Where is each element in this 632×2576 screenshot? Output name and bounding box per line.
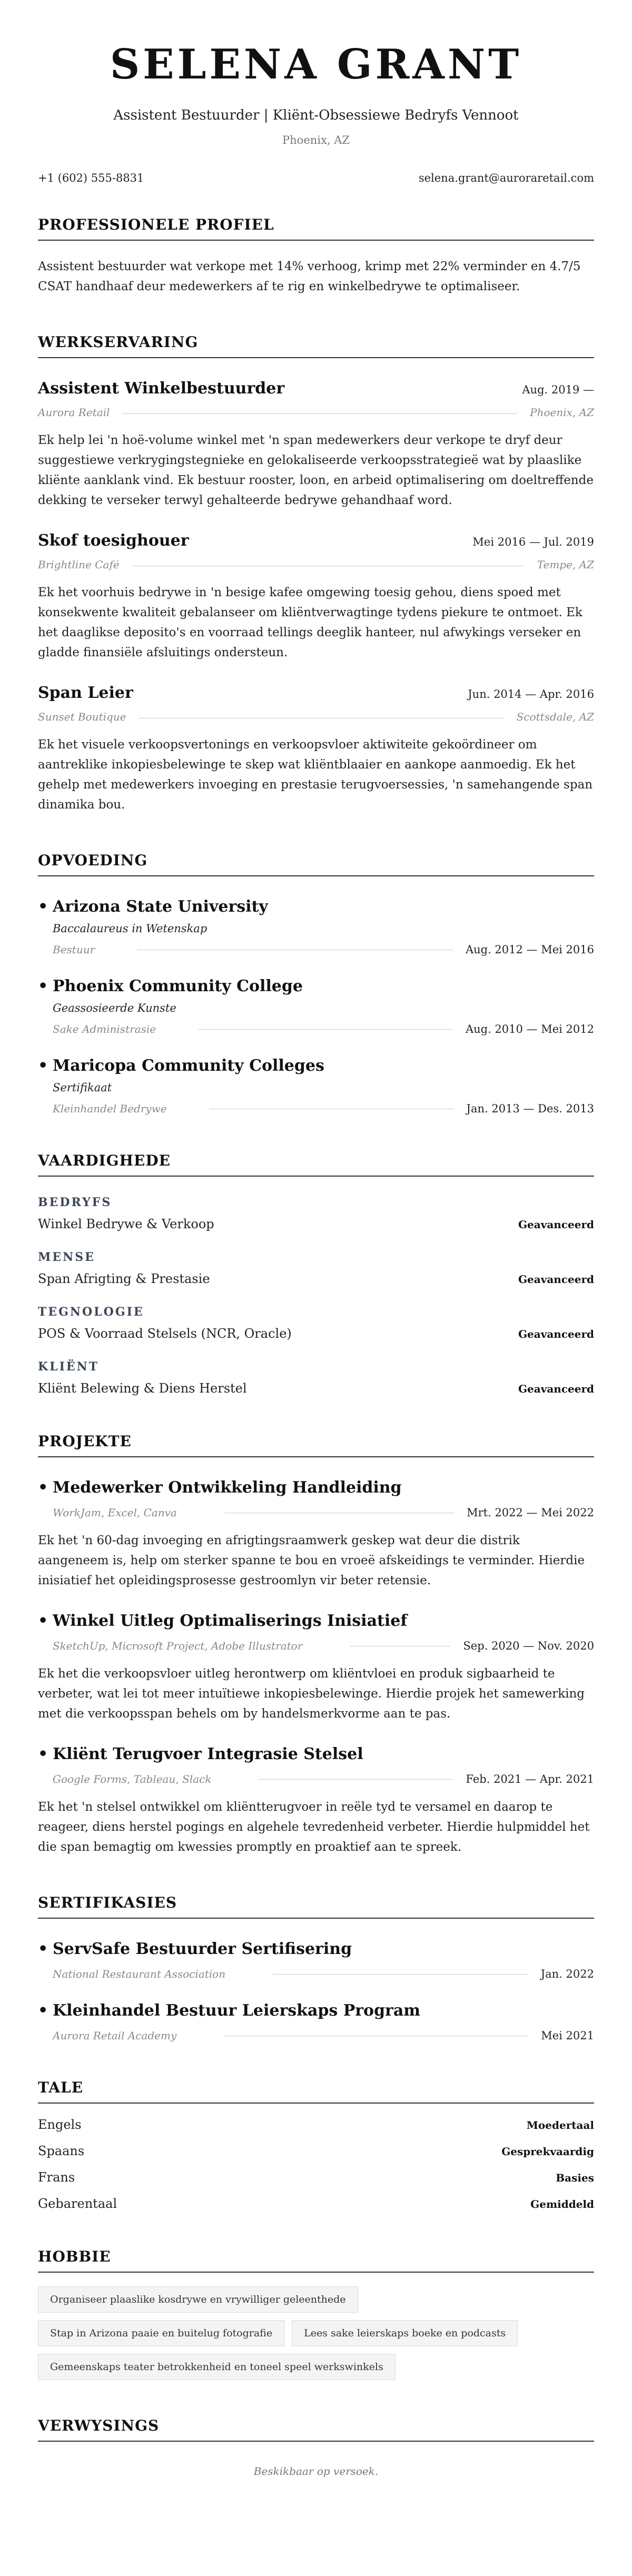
phone-number: +1 (602) 555-8831 — [38, 172, 144, 184]
bullet-icon: • — [38, 2001, 48, 2020]
section-title-education: OPVOEDING — [38, 852, 594, 876]
language-name: Engels — [38, 2117, 82, 2132]
section-title-profile: PROFESSIONELE PROFIEL — [38, 216, 594, 241]
hobby-chip: Organiseer plaaslike kosdrywe en vrywilliger geleenthede — [38, 2286, 358, 2313]
project-entry — [38, 1745, 594, 1857]
school-name: Arizona State University — [53, 897, 268, 916]
candidate-name: SELENA GRANT — [110, 41, 522, 88]
job-entry — [38, 531, 594, 663]
bullet-icon: • — [38, 1745, 48, 1763]
language-level: Basies — [556, 2172, 594, 2184]
references-text: Beskikbaar op versoek. — [253, 2465, 379, 2478]
project-description: Ek het 'n 60-dag invoeging en afrigtingsraamwerk geskep wat deur die distrik aangeneem is, help om sterker spanne te bou en vroeë afskeidings te verminder. Hierdie inisiatief het opleidingsprosesse gestroomlyn vir beter retensie. — [38, 1534, 585, 1587]
certification-issuer: National Restaurant Association — [53, 1968, 226, 1980]
job-date: Aug. 2019 — — [522, 383, 594, 396]
skill-category: BEDRYFS — [38, 1196, 112, 1209]
field-of-study: Bestuur — [53, 943, 95, 956]
job-date: Mei 2016 — Jul. 2019 — [472, 536, 594, 548]
job-description: Ek het voorhuis bedrywe in 'n besige kafee omgewing toesig gehou, diens spoed met konsekwente kwaliteit gebalanseer om kliëntverwagtinge tydens piekure te ontmoet. Ek het daaglikse deposito's en voorraad tellings deeglik hanteer, nul afwykings verseker en gladde finansiële afsluitings ondersteun. — [38, 586, 582, 659]
project-tools: SketchUp, Microsoft Project, Adobe Illustrator — [53, 1640, 303, 1652]
experience-section — [38, 333, 594, 815]
email-address: selena.grant@auroraretail.com — [418, 172, 594, 184]
skills-section — [38, 1152, 594, 1396]
candidate-subtitle: Assistent Bestuurder | Kliënt-Obsessiewe Bedryfs Vennoot — [113, 107, 519, 123]
education-date: Jan. 2013 — Des. 2013 — [466, 1102, 594, 1115]
hobby-chip: Stap in Arizona paaie en buitelug fotografie — [38, 2320, 284, 2346]
certification-date: Mei 2021 — [541, 2029, 594, 2042]
education-date: Aug. 2010 — Mei 2012 — [465, 1023, 594, 1035]
education-entry — [38, 977, 594, 1035]
skill-name: Winkel Bedrywe & Verkoop — [38, 1217, 214, 1231]
language-row — [38, 2170, 594, 2185]
skill-level: Geavanceerd — [518, 1273, 594, 1286]
project-name: Kliënt Terugvoer Integrasie Stelsel — [53, 1745, 363, 1763]
job-entry — [38, 684, 594, 815]
certification-issuer: Aurora Retail Academy — [53, 2029, 177, 2042]
school-name: Phoenix Community College — [53, 977, 303, 995]
project-entry — [38, 1612, 594, 1724]
section-title-references: VERWYSINGS — [38, 2417, 594, 2442]
language-name: Frans — [38, 2170, 75, 2185]
hobby-chip: Gemeenskaps teater betrokkenheid en toneel speel werkswinkels — [38, 2354, 396, 2380]
language-level: Moedertaal — [526, 2119, 594, 2131]
section-title-skills: VAARDIGHEDE — [38, 1152, 594, 1177]
profile-section — [38, 216, 594, 297]
job-role: Skof toesighouer — [38, 531, 189, 550]
leader-line — [259, 1779, 453, 1780]
skill-name: POS & Voorraad Stelsels (NCR, Oracle) — [38, 1326, 292, 1341]
language-list — [38, 2117, 594, 2211]
language-name: Gebarentaal — [38, 2196, 117, 2211]
certification-name: Kleinhandel Bestuur Leierskaps Program — [53, 2001, 421, 2020]
job-description: Ek het visuele verkoopsvertonings en verkoopsvloer aktiwiteite gekoördineer om aantreklike inkopiesbelewinge te skep wat kliëntblaaier en aankope aanmoedig. Ek het gehelp met medewerkers invoeging en prestasie terugvoersessies, 'n samehangende span dinamika bou. — [38, 738, 593, 812]
certification-date: Jan. 2022 — [540, 1968, 594, 1980]
section-title-certifications: SERTIFIKASIES — [38, 1894, 594, 1919]
section-title-languages: TALE — [38, 2079, 594, 2104]
field-of-study: Kleinhandel Bedrywe — [53, 1102, 167, 1115]
projects-section — [38, 1433, 594, 1857]
skill-level: Geavanceerd — [518, 1218, 594, 1231]
bullet-icon: • — [38, 897, 48, 916]
bullet-icon: • — [38, 1612, 48, 1630]
section-title-experience: WERKSERVARING — [38, 333, 594, 358]
bullet-icon: • — [38, 1940, 48, 1958]
skill-category: KLIËNT — [38, 1360, 100, 1374]
project-name: Winkel Uitleg Optimaliserings Inisiatief — [53, 1612, 408, 1630]
job-company: Sunset Boutique — [38, 710, 126, 723]
skill-level: Geavanceerd — [518, 1383, 594, 1395]
certification-name: ServSafe Bestuurder Sertifisering — [53, 1940, 352, 1958]
language-level: Gemiddeld — [530, 2198, 594, 2210]
education-section — [38, 852, 594, 1115]
language-name: Spaans — [38, 2144, 85, 2158]
job-entry — [38, 379, 594, 510]
education-entry — [38, 897, 594, 956]
skill-name: Kliënt Belewing & Diens Herstel — [38, 1381, 247, 1396]
contact-row — [38, 172, 594, 184]
job-date: Jun. 2014 — Apr. 2016 — [468, 688, 594, 700]
skill-group — [38, 1360, 594, 1396]
project-name: Medewerker Ontwikkeling Handleiding — [53, 1478, 402, 1497]
skill-group — [38, 1250, 594, 1286]
profile-text: Assistent bestuurder wat verkope met 14% verhoog, krimp met 22% verminder en 4.7/5 CSAT handhaaf deur medewerkers af te rig en winkelbedrywe te optimaliseer. — [38, 260, 581, 293]
certification-entry — [38, 2001, 594, 2042]
project-date: Sep. 2020 — Nov. 2020 — [463, 1640, 594, 1652]
education-entry — [38, 1057, 594, 1115]
school-name: Maricopa Community Colleges — [53, 1057, 324, 1075]
language-row — [38, 2144, 594, 2158]
leader-line — [198, 1029, 453, 1030]
project-description: Ek het 'n stelsel ontwikkel om kliëntterugvoer in reële tyd te versamel en daarop te reageer, diens herstel pogings en algehele tevredenheid verbeter. Hierdie hulpmiddel het die span bemagtig om kwessies promptly en proaktief aan te spreek. — [38, 1800, 590, 1854]
certification-entry — [38, 1940, 594, 1980]
project-tools: Google Forms, Tableau, Slack — [53, 1773, 212, 1785]
bullet-icon: • — [38, 1478, 48, 1497]
language-row — [38, 2117, 594, 2132]
skill-level: Geavanceerd — [518, 1328, 594, 1340]
job-description: Ek help lei 'n hoë-volume winkel met 'n span medewerkers deur verkope te dryf deur suggestiewe verkrygingstegnieke en gelokaliseerde verkoopsstrategieë wat by plaaslike kliënte aanklank vind. Ek bestuur rooster, loon, en arbeid optimalisering om doeltreffende dekking te verseker terwyl gehalteerde bedrywe gehandhaaf word. — [38, 433, 594, 507]
skill-category: MENSE — [38, 1250, 95, 1264]
skill-name: Span Afrigting & Prestasie — [38, 1271, 210, 1286]
project-date: Mrt. 2022 — Mei 2022 — [467, 1506, 594, 1519]
job-location: Tempe, AZ — [537, 558, 594, 571]
hobby-chips — [38, 2286, 594, 2387]
hobbies-section — [38, 2248, 594, 2387]
degree: Geassosieerde Kunste — [53, 1002, 176, 1014]
language-row — [38, 2196, 594, 2211]
education-date: Aug. 2012 — Mei 2016 — [465, 943, 594, 956]
bullet-icon: • — [38, 1057, 48, 1075]
job-company: Aurora Retail — [38, 406, 110, 419]
job-role: Span Leier — [38, 684, 133, 702]
section-title-projects: PROJEKTE — [38, 1433, 594, 1457]
project-entry — [38, 1478, 594, 1591]
section-title-hobbies: HOBBIE — [38, 2248, 594, 2273]
degree: Sertifikaat — [53, 1081, 112, 1094]
leader-line — [273, 1974, 528, 1975]
certifications-section — [38, 1894, 594, 2042]
hobby-chip: Lees sake leierskaps boeke en podcasts — [292, 2320, 518, 2346]
skill-group — [38, 1305, 594, 1341]
project-tools: WorkJam, Excel, Canva — [53, 1506, 177, 1519]
candidate-location: Phoenix, AZ — [282, 134, 350, 146]
skill-category: TEGNOLOGIE — [38, 1305, 144, 1319]
languages-section — [38, 2079, 594, 2211]
skill-group — [38, 1196, 594, 1231]
job-location: Scottsdale, AZ — [516, 710, 594, 723]
project-description: Ek het die verkoopsvloer uitleg herontwerp om kliëntvloei en produk sigbaarheid te verbeter, wat lei tot meer intuïtiewe inkopiesbelewinge. Hierdie projek het samewerking met die verkoopsspan behels om by handelsmerkvorme aan te pas. — [38, 1667, 585, 1721]
job-location: Phoenix, AZ — [530, 406, 594, 419]
field-of-study: Sake Administrasie — [53, 1023, 156, 1035]
leader-line — [122, 413, 517, 414]
degree: Baccalaureus in Wetenskap — [53, 922, 208, 935]
bullet-icon: • — [38, 977, 48, 995]
references-section — [38, 2417, 594, 2478]
language-level: Gesprekvaardig — [501, 2145, 594, 2158]
job-company: Brightline Café — [38, 558, 120, 571]
project-date: Feb. 2021 — Apr. 2021 — [466, 1773, 594, 1785]
job-role: Assistent Winkelbestuurder — [38, 379, 285, 398]
